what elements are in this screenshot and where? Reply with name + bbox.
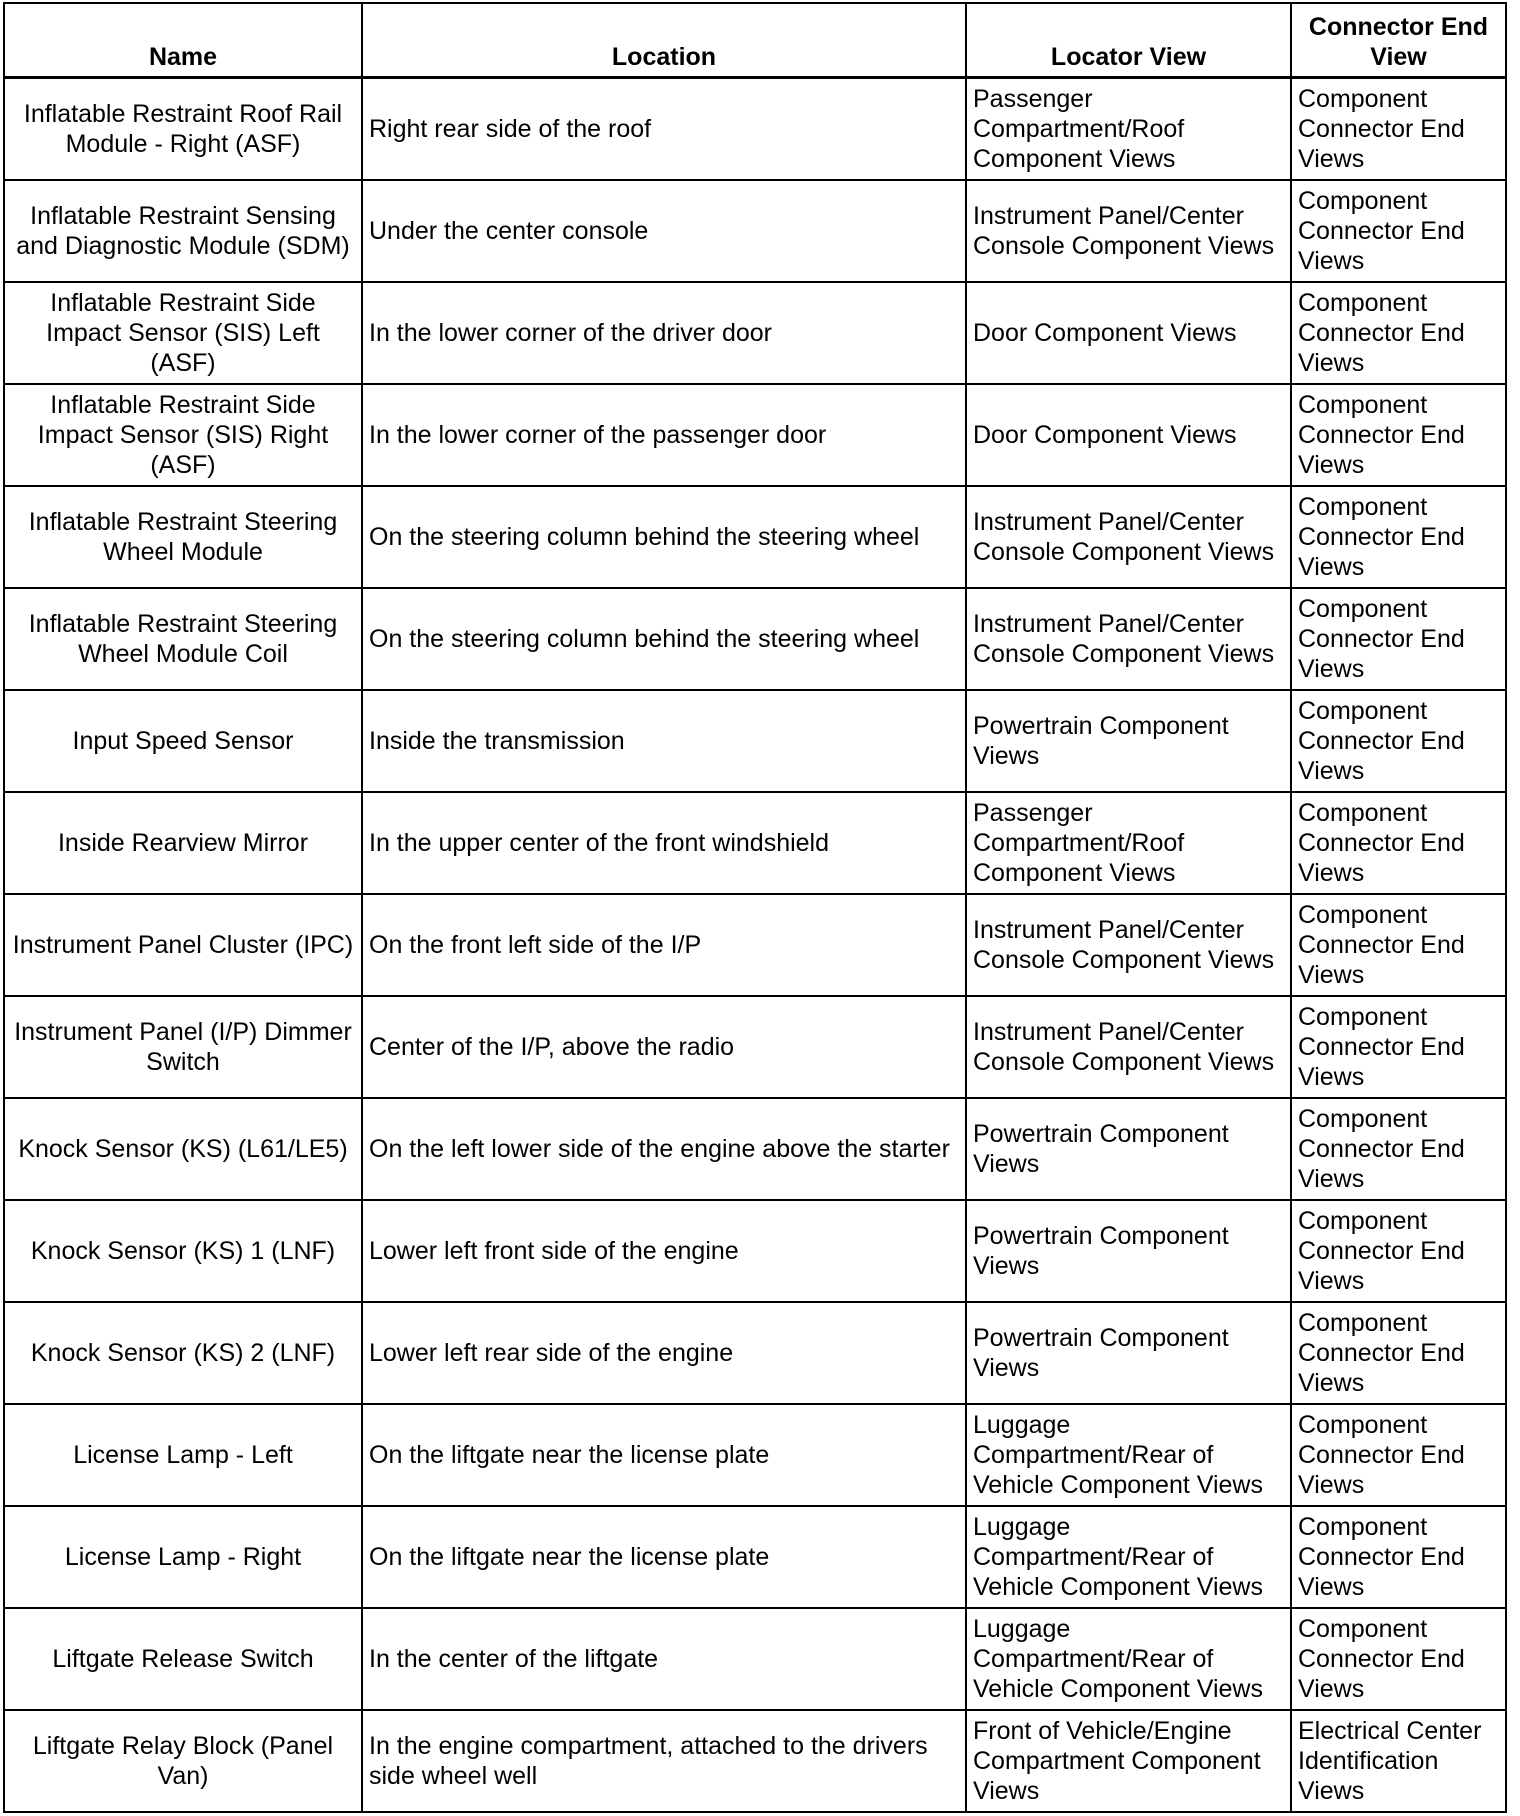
- table-row: [4, 180, 1506, 282]
- cell-name: Liftgate Release Switch: [4, 1608, 362, 1710]
- table-row: [4, 996, 1506, 1098]
- cell-location: On the steering column behind the steering wheel: [362, 588, 966, 690]
- table-row: [4, 1098, 1506, 1200]
- cell-connector-end-view: Component Connector End Views: [1291, 894, 1506, 996]
- cell-locator-view: Luggage Compartment/Rear of Vehicle Component Views: [966, 1608, 1291, 1710]
- cell-name: Instrument Panel Cluster (IPC): [4, 894, 362, 996]
- cell-connector-end-view: Component Connector End Views: [1291, 1302, 1506, 1404]
- cell-name: Inflatable Restraint Side Impact Sensor (SIS) Right (ASF): [4, 384, 362, 486]
- table-row: [4, 1710, 1506, 1812]
- cell-locator-view: Luggage Compartment/Rear of Vehicle Component Views: [966, 1404, 1291, 1506]
- cell-location: Center of the I/P, above the radio: [362, 996, 966, 1098]
- cell-connector-end-view: Component Connector End Views: [1291, 1506, 1506, 1608]
- cell-connector-end-view: Component Connector End Views: [1291, 996, 1506, 1098]
- header-locator-view: Locator View: [966, 3, 1291, 78]
- cell-location: On the left lower side of the engine above the starter: [362, 1098, 966, 1200]
- cell-locator-view: Instrument Panel/Center Console Component Views: [966, 996, 1291, 1098]
- cell-name: Knock Sensor (KS) 1 (LNF): [4, 1200, 362, 1302]
- component-locator-table: [3, 2, 1507, 1813]
- cell-locator-view: Instrument Panel/Center Console Component Views: [966, 180, 1291, 282]
- header-name: Name: [4, 3, 362, 78]
- cell-location: In the engine compartment, attached to the drivers side wheel well: [362, 1710, 966, 1812]
- cell-name: Instrument Panel (I/P) Dimmer Switch: [4, 996, 362, 1098]
- cell-name: License Lamp - Left: [4, 1404, 362, 1506]
- table-row: [4, 1608, 1506, 1710]
- table-row: [4, 384, 1506, 486]
- cell-name: Inside Rearview Mirror: [4, 792, 362, 894]
- cell-connector-end-view: Component Connector End Views: [1291, 486, 1506, 588]
- cell-connector-end-view: Component Connector End Views: [1291, 792, 1506, 894]
- cell-connector-end-view: Component Connector End Views: [1291, 180, 1506, 282]
- table-row: [4, 78, 1506, 180]
- cell-location: Inside the transmission: [362, 690, 966, 792]
- cell-locator-view: Instrument Panel/Center Console Component Views: [966, 588, 1291, 690]
- cell-location: In the lower corner of the driver door: [362, 282, 966, 384]
- component-locator-sheet: [3, 2, 1505, 1813]
- cell-locator-view: Front of Vehicle/Engine Compartment Component Views: [966, 1710, 1291, 1812]
- cell-locator-view: Door Component Views: [966, 282, 1291, 384]
- cell-locator-view: Passenger Compartment/Roof Component Views: [966, 792, 1291, 894]
- cell-name: Inflatable Restraint Sensing and Diagnostic Module (SDM): [4, 180, 362, 282]
- cell-connector-end-view: Component Connector End Views: [1291, 384, 1506, 486]
- cell-locator-view: Powertrain Component Views: [966, 690, 1291, 792]
- table-row: [4, 690, 1506, 792]
- cell-name: Inflatable Restraint Side Impact Sensor (SIS) Left (ASF): [4, 282, 362, 384]
- table-row: [4, 1404, 1506, 1506]
- table-row: [4, 486, 1506, 588]
- cell-location: Lower left front side of the engine: [362, 1200, 966, 1302]
- cell-name: License Lamp - Right: [4, 1506, 362, 1608]
- table-body: [4, 78, 1506, 1812]
- cell-name: Input Speed Sensor: [4, 690, 362, 792]
- header-location: Location: [362, 3, 966, 78]
- cell-connector-end-view: Component Connector End Views: [1291, 1404, 1506, 1506]
- cell-connector-end-view: Component Connector End Views: [1291, 1098, 1506, 1200]
- cell-connector-end-view: Component Connector End Views: [1291, 282, 1506, 384]
- cell-connector-end-view: Component Connector End Views: [1291, 1200, 1506, 1302]
- cell-location: On the steering column behind the steering wheel: [362, 486, 966, 588]
- cell-connector-end-view: Component Connector End Views: [1291, 1608, 1506, 1710]
- table-row: [4, 588, 1506, 690]
- header-connector-end-view: Connector End View: [1291, 3, 1506, 78]
- cell-location: Under the center console: [362, 180, 966, 282]
- cell-locator-view: Instrument Panel/Center Console Component Views: [966, 486, 1291, 588]
- cell-connector-end-view: Component Connector End Views: [1291, 690, 1506, 792]
- cell-locator-view: Passenger Compartment/Roof Component Views: [966, 78, 1291, 180]
- cell-name: Inflatable Restraint Steering Wheel Module: [4, 486, 362, 588]
- cell-locator-view: Powertrain Component Views: [966, 1302, 1291, 1404]
- cell-locator-view: Door Component Views: [966, 384, 1291, 486]
- cell-locator-view: Instrument Panel/Center Console Component Views: [966, 894, 1291, 996]
- table-row: [4, 1506, 1506, 1608]
- cell-locator-view: Powertrain Component Views: [966, 1098, 1291, 1200]
- cell-location: In the center of the liftgate: [362, 1608, 966, 1710]
- cell-connector-end-view: Component Connector End Views: [1291, 588, 1506, 690]
- table-row: [4, 282, 1506, 384]
- cell-name: Knock Sensor (KS) (L61/LE5): [4, 1098, 362, 1200]
- cell-name: Inflatable Restraint Steering Wheel Module Coil: [4, 588, 362, 690]
- cell-location: On the liftgate near the license plate: [362, 1404, 966, 1506]
- table-row: [4, 894, 1506, 996]
- cell-locator-view: Powertrain Component Views: [966, 1200, 1291, 1302]
- cell-location: On the front left side of the I/P: [362, 894, 966, 996]
- table-row: [4, 1302, 1506, 1404]
- cell-location: In the lower corner of the passenger door: [362, 384, 966, 486]
- table-row: [4, 1200, 1506, 1302]
- table-row: [4, 792, 1506, 894]
- cell-location: Right rear side of the roof: [362, 78, 966, 180]
- header-row: [4, 3, 1506, 78]
- cell-locator-view: Luggage Compartment/Rear of Vehicle Component Views: [966, 1506, 1291, 1608]
- cell-connector-end-view: Electrical Center Identification Views: [1291, 1710, 1506, 1812]
- table-header: [4, 3, 1506, 78]
- cell-connector-end-view: Component Connector End Views: [1291, 78, 1506, 180]
- cell-location: On the liftgate near the license plate: [362, 1506, 966, 1608]
- cell-name: Inflatable Restraint Roof Rail Module - Right (ASF): [4, 78, 362, 180]
- cell-name: Knock Sensor (KS) 2 (LNF): [4, 1302, 362, 1404]
- cell-location: In the upper center of the front windshield: [362, 792, 966, 894]
- cell-location: Lower left rear side of the engine: [362, 1302, 966, 1404]
- cell-name: Liftgate Relay Block (Panel Van): [4, 1710, 362, 1812]
